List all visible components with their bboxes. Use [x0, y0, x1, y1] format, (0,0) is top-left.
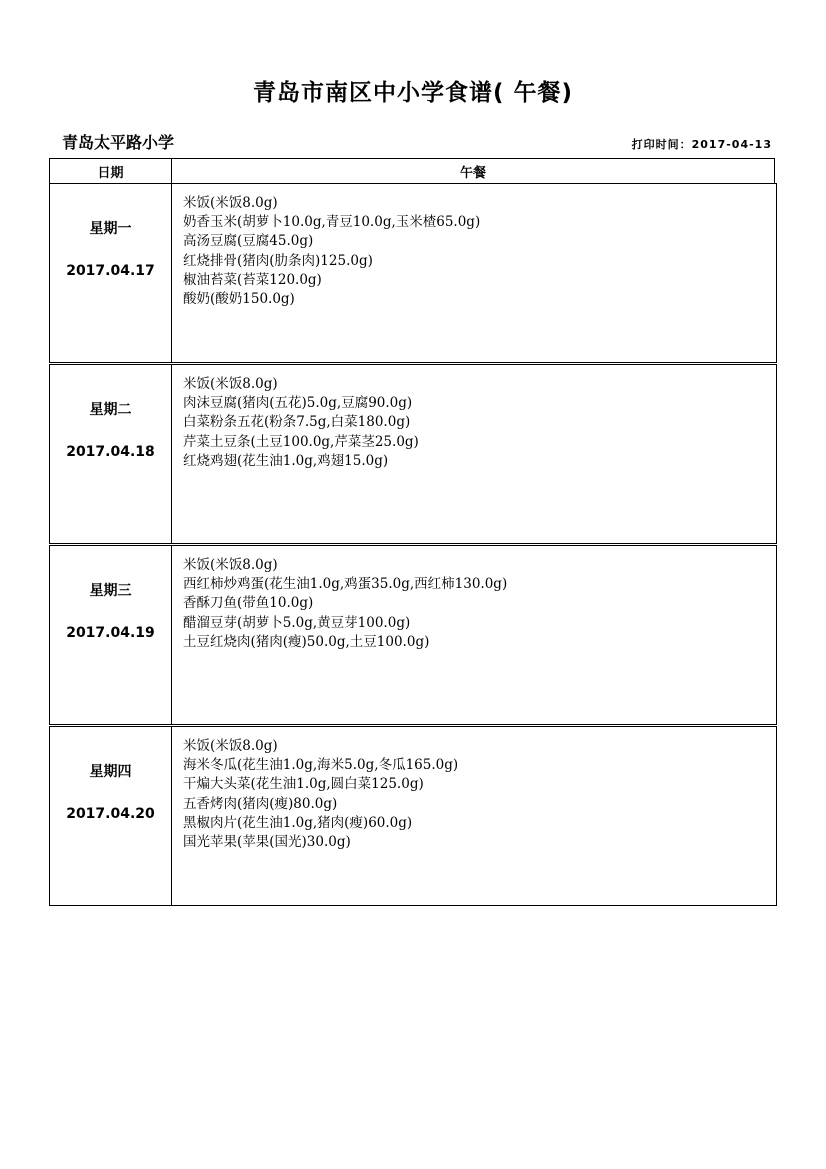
meal-cell	[172, 727, 776, 905]
day-row-tuesday	[49, 364, 777, 544]
dish-item: 红烧鸡翅(花生油1.0g,鸡翅15.0g)	[183, 452, 389, 469]
dish-item: 干煸大头菜(花生油1.0g,圆白菜125.0g)	[183, 776, 424, 793]
dish-item: 醋溜豆芽(胡萝卜5.0g,黄豆芽100.0g)	[183, 614, 411, 631]
dish-item: 国光苹果(苹果(国光)30.0g)	[183, 834, 351, 851]
dish-item: 香酥刀鱼(带鱼10.0g)	[183, 595, 314, 612]
date-cell	[50, 727, 172, 905]
dish-item: 西红柿炒鸡蛋(花生油1.0g,鸡蛋35.0g,西红柿130.0g)	[183, 576, 508, 593]
dish-item: 米饭(米饭8.0g)	[183, 738, 278, 754]
header-meal: 午餐	[459, 165, 486, 181]
dish-item: 五香烤肉(猪肉(瘦)80.0g)	[183, 795, 338, 812]
page-title: 青岛市南区中小学食谱( 午餐)	[252, 80, 574, 106]
weekday-label: 星期一	[89, 221, 132, 237]
dish-item: 米饭(米饭8.0g)	[183, 557, 278, 573]
dish-item: 白菜粉条五花(粉条7.5g,白菜180.0g)	[183, 414, 411, 431]
dish-item: 椒油苔菜(苔菜120.0g)	[183, 271, 322, 288]
date-label: 2017.04.20	[66, 806, 155, 822]
dish-item: 肉沫豆腐(猪肉(五花)5.0g,豆腐90.0g)	[183, 395, 413, 412]
date-label: 2017.04.19	[66, 625, 155, 641]
dish-item: 黑椒肉片(花生油1.0g,猪肉(瘦)60.0g)	[183, 814, 413, 831]
dish-item: 米饭(米饭8.0g)	[183, 195, 278, 211]
meal-cell	[172, 546, 776, 724]
dish-item: 海米冬瓜(花生油1.0g,海米5.0g,冬瓜165.0g)	[183, 757, 459, 774]
weekday-label: 星期二	[89, 402, 132, 418]
dish-item: 红烧排骨(猪肉(肋条肉)125.0g)	[183, 252, 373, 269]
date-label: 2017.04.18	[66, 444, 155, 460]
dish-item: 芹菜土豆条(土豆100.0g,芹菜茎25.0g)	[183, 433, 419, 450]
dish-item: 米饭(米饭8.0g)	[183, 376, 278, 392]
date-cell	[50, 184, 172, 362]
header-date: 日期	[50, 159, 172, 183]
day-row-wednesday	[49, 545, 777, 725]
date-cell	[50, 546, 172, 724]
dish-item: 酸奶(酸奶150.0g)	[183, 291, 295, 308]
table-header	[49, 158, 775, 184]
meal-cell	[172, 365, 776, 543]
day-row-thursday	[49, 726, 777, 906]
print-time: 打印时间：2017-04-13	[631, 138, 772, 151]
date-cell	[50, 365, 172, 543]
weekday-label: 星期三	[89, 583, 132, 599]
meal-cell	[172, 184, 776, 362]
dish-item: 奶香玉米(胡萝卜10.0g,青豆10.0g,玉米楂65.0g)	[183, 214, 481, 231]
weekday-label: 星期四	[89, 764, 132, 780]
dish-item: 土豆红烧肉(猪肉(瘦)50.0g,土豆100.0g)	[183, 633, 430, 650]
day-row-monday	[49, 183, 777, 363]
date-label: 2017.04.17	[66, 263, 155, 279]
dish-item: 高汤豆腐(豆腐45.0g)	[183, 233, 314, 250]
school-name: 青岛太平路小学	[62, 133, 175, 152]
